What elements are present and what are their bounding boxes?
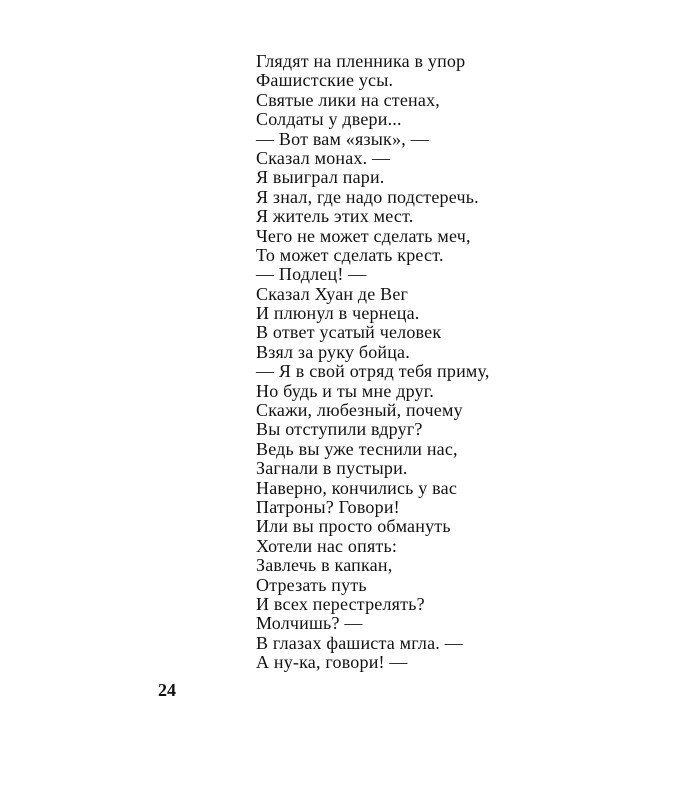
page-number: 24 <box>158 680 176 700</box>
poem-line: — Вот вам «язык», — <box>256 128 429 149</box>
poem-line: Солдаты у двери... <box>256 109 402 130</box>
poem-line: Патроны? Говори! <box>256 496 400 517</box>
poem-line: — Подлец! — <box>256 264 367 285</box>
poem-line: И всех перестрелять? <box>256 593 425 614</box>
poem-line: Сказал монах. — <box>256 147 391 168</box>
poem-line: Хотели нас опять: <box>256 535 398 556</box>
poem-line: Я житель этих мест. <box>256 206 414 227</box>
poem-line: То может сделать крест. <box>256 244 444 265</box>
poem-line: Или вы просто обмануть <box>256 516 451 537</box>
poem-line: Скажи, любезный, почему <box>256 400 463 421</box>
poem-line: Чего не может сделать меч, <box>256 225 471 246</box>
poem-line: В ответ усатый человек <box>256 322 442 343</box>
poem-line: Загнали в пустыри. <box>256 458 408 479</box>
poem-line: Сказал Хуан де Вег <box>256 283 409 304</box>
poem-line: Ведь вы уже теснили нас, <box>256 438 458 459</box>
poem-line: Я выиграл пари. <box>256 167 385 188</box>
poem-line: А ну-ка, говори! — <box>256 652 408 673</box>
poem-line: Взял за руку бойца. <box>256 341 410 362</box>
poem-text <box>256 52 586 673</box>
poem-line: Молчишь? — <box>256 613 363 634</box>
poem-line: И плюнул в чернеца. <box>256 303 420 324</box>
poem-line: Глядят на пленника в упор <box>256 51 466 71</box>
poem-line: Фашистские усы. <box>256 70 394 91</box>
poem-line: Отрезать путь <box>256 574 367 595</box>
poem-line: Я знал, где надо подстеречь. <box>256 186 479 207</box>
poem-line: Завлечь в капкан, <box>256 555 393 576</box>
poem-line: В глазах фашиста мгла. — <box>256 632 463 653</box>
poem-line: — Я в свой отряд тебя приму, <box>256 361 490 382</box>
poem-line: Но будь и ты мне друг. <box>256 380 434 401</box>
poem-line: Святые лики на стенах, <box>256 89 440 110</box>
poem-line: Наверно, кончились у вас <box>256 477 458 498</box>
poem-line: Вы отступили вдруг? <box>256 419 423 440</box>
